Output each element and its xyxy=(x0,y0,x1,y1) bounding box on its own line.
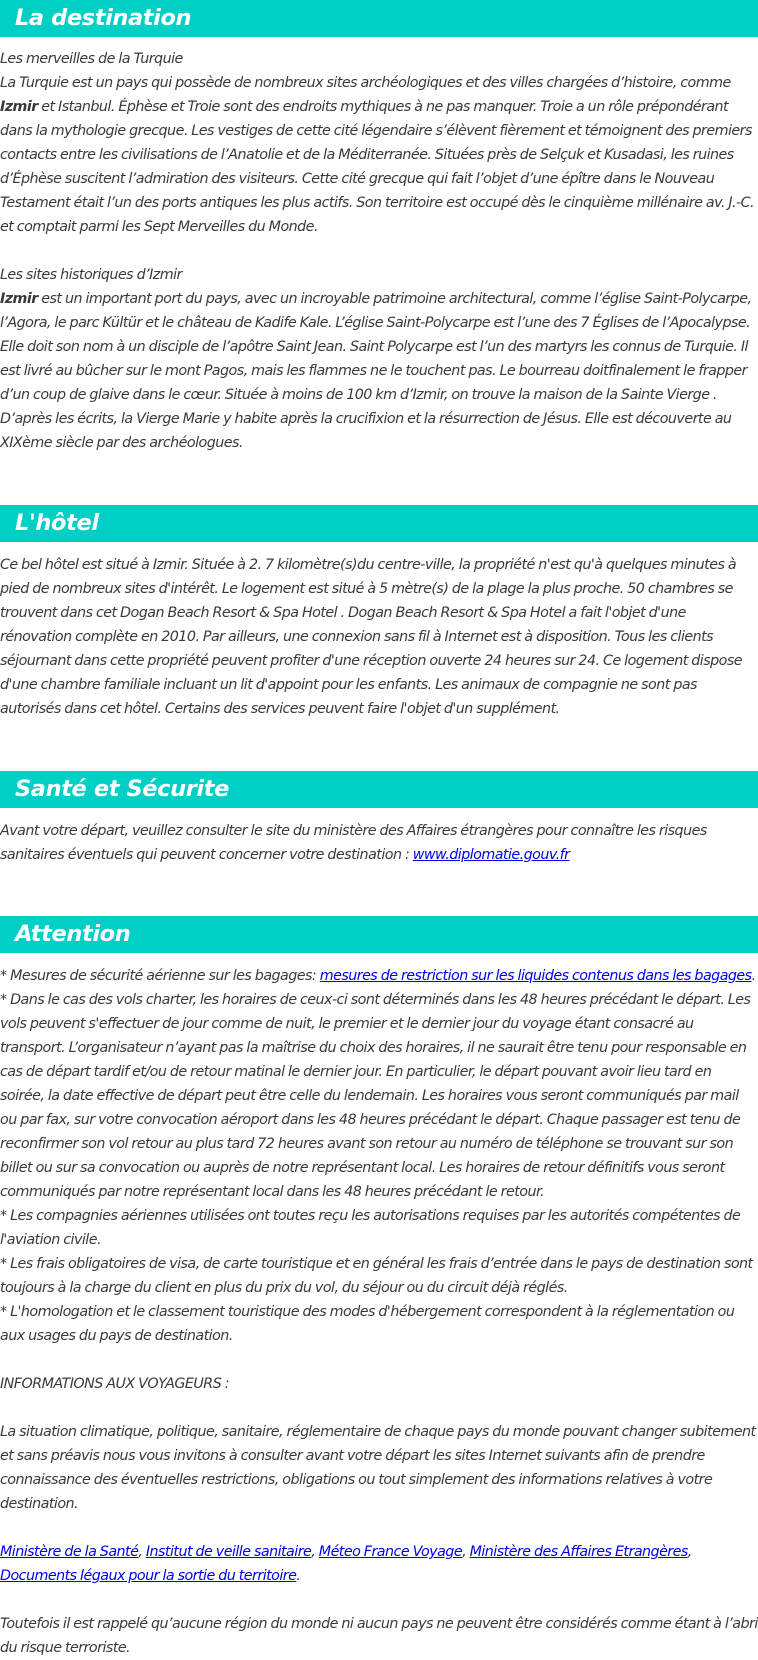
destination-title: La destination xyxy=(15,5,192,31)
terrorism-notice: Toutefois il est rappelé qu’aucune région du monde ni aucun pays ne peuvent être considérés comme étant à l’abri du risque terroriste. xyxy=(0,1616,758,1656)
health-text: Avant votre départ, veuillez consulter le site du ministère des Affaires étrangères pour connaître les risques sanitaires éventuels qui peuvent concerner votre destination : xyxy=(0,823,707,863)
destination-body xyxy=(0,47,758,455)
attention-body xyxy=(0,964,758,1660)
destination-header xyxy=(0,0,758,37)
bullet-security-text: * Mesures de sécurité aérienne sur les bagages: xyxy=(0,968,320,984)
link-ministere-affaires-etrangeres[interactable]: Ministère des Affaires Etrangères xyxy=(469,1544,688,1560)
attention-section xyxy=(0,916,758,1660)
link-ministere-sante[interactable]: Ministère de la Santé xyxy=(0,1544,139,1560)
attention-header xyxy=(0,916,758,953)
hotel-header xyxy=(0,505,758,542)
bullet-security-end: . xyxy=(751,968,756,984)
info-paragraph: La situation climatique, politique, sanitaire, réglementaire de chaque pays du monde pouvant changer subitement et sans préavis nous vous invitons à consulter avant votre départ les sites Internet suivants afin de prendre connaissance des éventuelles restrictions, obligations ou tout simplement des informations relatives à votre destination. xyxy=(0,1424,756,1512)
wonders-text-a: La Turquie est un pays qui possède de nombreux sites archéologiques et des villes chargées d’histoire, comme xyxy=(0,75,731,91)
bullet-airlines: * Les compagnies aériennes utilisées ont toutes reçu les autorisations requises par les autorités compétentes de l'aviation civile. xyxy=(0,1208,741,1248)
info-heading: INFORMATIONS AUX VOYAGEURS : xyxy=(0,1376,229,1392)
health-body xyxy=(0,819,758,867)
link-separator: , xyxy=(462,1544,470,1560)
info-links xyxy=(0,1540,758,1588)
izmir-sites-text: est un important port du pays, avec un incroyable patrimoine architectural, comme l’église Saint-Polycarpe, l’Agora, le parc Kültür et le château de Kadife Kale. L’église Saint-Polycarpe est l’une des 7 Églises de l’Apocalypse. Elle doit son nom à un disciple de l’apôtre Saint Jean. Saint Polycarpe est l’un des martyrs les connus de Turquie. Il est livré au bûcher sur le mont Pagos, mais les flammes ne le touchent pas. Le bourreau doitfinalement le frapper d’un coup de glaive dans le cœur. Située à moins de 100 km d’Izmir, on trouve la maison de la Sainte Vierge . D’après les écrits, la Vierge Marie y habite après la crucifixion et la résurrection de Jésus. Elle est découverte au XIXème siècle par des archéologues. xyxy=(0,291,752,451)
link-institut-veille-sanitaire[interactable]: Institut de veille sanitaire xyxy=(145,1544,312,1560)
bullet-fees: * Les frais obligatoires de visa, de carte touristique et en général les frais d’entrée dans le pays de destination sont toujours à la charge du client en plus du prix du vol, du séjour ou du circuit déjà réglés. xyxy=(0,1256,753,1296)
liquids-restriction-link[interactable]: mesures de restriction sur les liquides contenus dans les bagages xyxy=(319,968,752,984)
attention-title: Attention xyxy=(15,921,131,947)
link-documents-legaux[interactable]: Documents légaux pour la sortie du territoire xyxy=(0,1568,297,1584)
links-end: . xyxy=(296,1568,301,1584)
hotel-section xyxy=(0,505,758,721)
wonders-text-b: et Istanbul. Éphèse et Troie sont des endroits mythiques à ne pas manquer. Troie a un rôle prépondérant dans la mythologie grecque. Les vestiges de cette cité légendaire s’élèvent fièrement et témoignent des premiers contacts entre les civilisations de l’Anatolie et de la Méditerranée. Situées près de Selçuk et Kusadasi, les ruines d’Éphèse suscitent l’admiration des visiteurs. Cette cité grecque qui fait l’objet d’une épître dans le Nouveau Testament était l’un des ports antiques les plus actifs. Son territoire est occupé dès le cinquième millénaire av. J.-C. et comptait parmi les Sept Merveilles du Monde. xyxy=(0,99,755,235)
link-separator: , xyxy=(687,1544,692,1560)
destination-section xyxy=(0,0,758,455)
wonders-paragraph xyxy=(0,71,758,239)
link-meteo-france-voyage[interactable]: Méteo France Voyage xyxy=(318,1544,463,1560)
wonders-heading: Les merveilles de la Turquie xyxy=(0,51,183,67)
hotel-title: L'hôtel xyxy=(15,510,99,536)
wonders-bold-izmir: Izmir xyxy=(0,99,38,115)
health-title: Santé et Sécurite xyxy=(15,776,229,802)
izmir-sites-paragraph xyxy=(0,287,758,455)
izmir-sites-heading: Les sites historiques d’Izmir xyxy=(0,267,182,283)
health-paragraph xyxy=(0,819,758,867)
diplomatie-link[interactable]: www.diplomatie.gouv.fr xyxy=(412,847,570,863)
health-header xyxy=(0,771,758,808)
hotel-description: Ce bel hôtel est situé à Izmir. Située à 2. 7 kilomètre(s)du centre-ville, la propriété n'est qu'à quelques minutes à pied de nombreux sites d'intérêt. Le logement est situé à 5 mètre(s) de la plage la plus proche. 50 chambres se trouvent dans cet Dogan Beach Resort & Spa Hotel . Dogan Beach Resort & Spa Hotel a fait l'objet d'une rénovation complète en 2010. Par ailleurs, une connexion sans fil à Internet est à disposition. Tous les clients séjournant dans cette propriété peuvent profiter d'une réception ouverte 24 heures sur 24. Ce logement dispose d'une chambre familiale incluant un lit d'appoint pour les enfants. Les animaux de compagnie ne sont pas autorisés dans cet hôtel. Certains des services peuvent faire l'objet d'un supplément. xyxy=(0,557,742,717)
izmir-sites-bold: Izmir xyxy=(0,291,38,307)
bullet-security xyxy=(0,964,758,988)
bullet-charter: * Dans le cas des vols charter, les horaires de ceux-ci sont déterminés dans les 48 heures précédant le départ. Les vols peuvent s'effectuer de jour comme de nuit, le premier et le dernier jour du voyage étant consacré au transport. L’organisateur n’ayant pas la maîtrise du choix des horaires, il ne saurait être tenu pour responsable en cas de départ tardif et/ou de retour matinal le dernier jour. En particulier, le départ pouvant avoir lieu tard en soirée, la date effective de départ peut être celle du lendemain. Les horaires vous seront communiqués par mail ou par fax, sur votre convocation aéroport dans les 48 heures précédant le départ. Chaque passager est tenu de reconfirmer son vol retour au plus tard 72 heures avant son retour au numéro de téléphone se trouvant sur son billet ou sur sa convocation ou auprès de notre représentant local. Les horaires de retour définitifs vous seront communiqués par notre représentant local dans les 48 heures précédant le retour. xyxy=(0,992,751,1200)
link-separator: , xyxy=(138,1544,146,1560)
hotel-body xyxy=(0,553,758,721)
health-section xyxy=(0,771,758,867)
link-separator: , xyxy=(311,1544,319,1560)
bullet-homologation: * L'homologation et le classement touristique des modes d'hébergement correspondent à la réglementation ou aux usages du pays de destination. xyxy=(0,1304,735,1344)
